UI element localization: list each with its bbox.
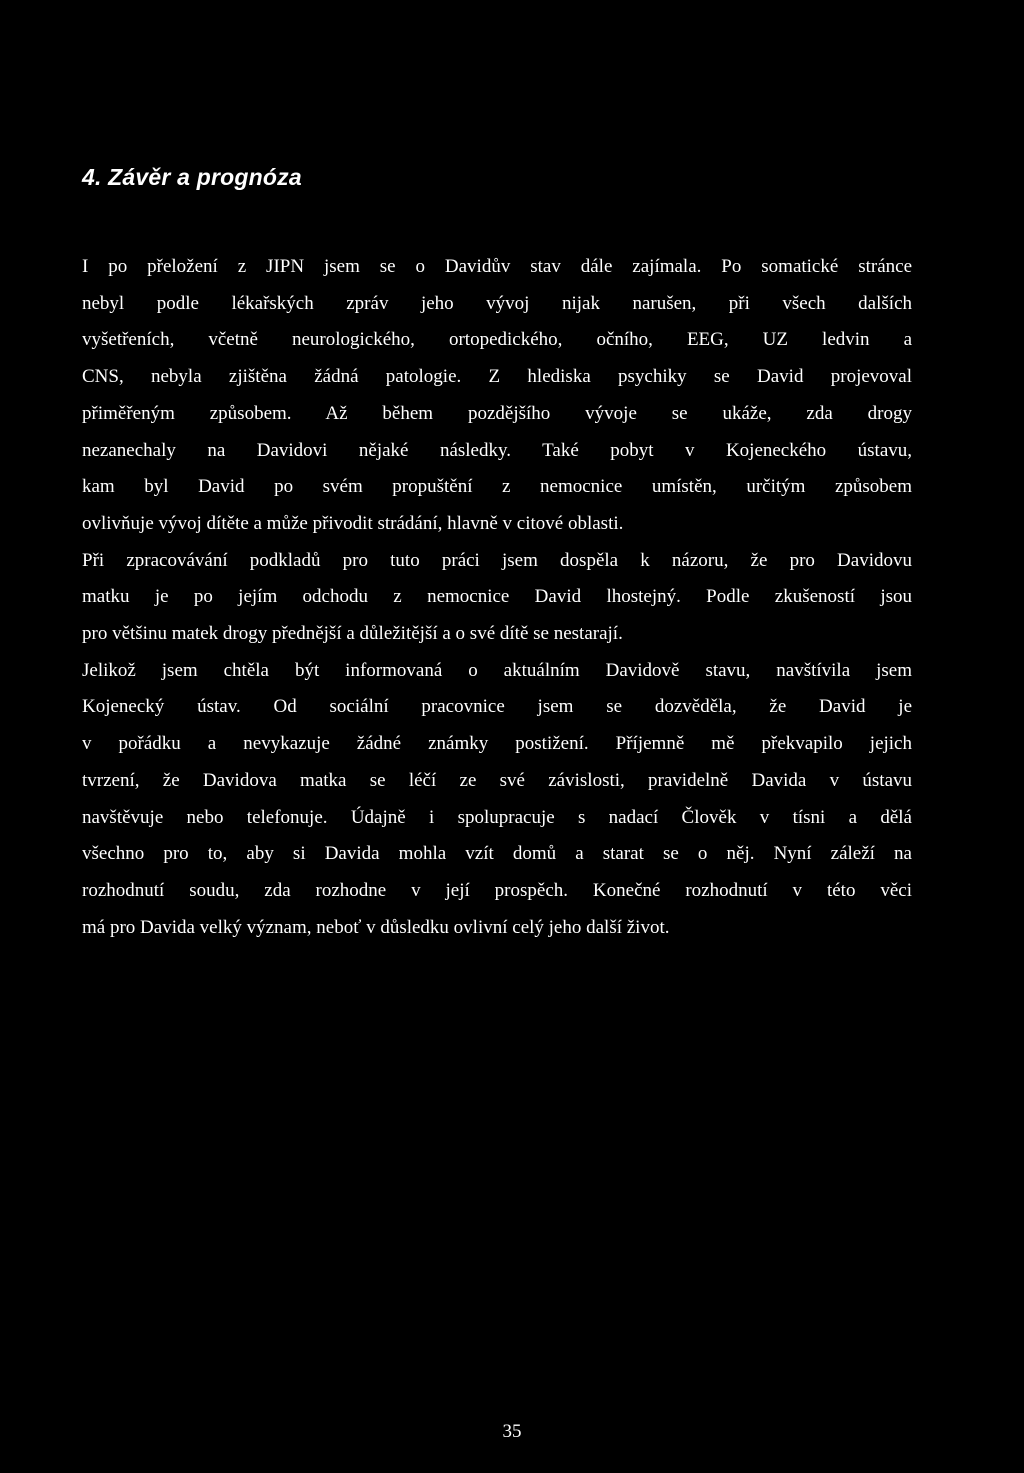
page-number: 35 [502,1421,522,1442]
text-line: tvrzení, že Davidova matka se léčí ze své závislosti, pravidelně Davida v ústavu [82,769,912,791]
text-line: nezanechaly na Davidovi nějaké následky. Také pobyt v Kojeneckého ústavu, [82,439,912,461]
text-line: Při zpracovávání podkladů pro tuto práci jsem dospěla k názoru, že pro Davidovu [82,549,912,571]
text-line: ovlivňuje vývoj dítěte a může přivodit strádání, hlavně v citové oblasti. [82,512,624,534]
body-text [82,249,912,946]
text-line: Jelikož jsem chtěla být informovaná o aktuálním Davidově stavu, navštívila jsem [82,659,912,681]
text-line: nebyl podle lékařských zpráv jeho vývoj nijak narušen, při všech dalších [82,292,912,314]
text-line: Kojenecký ústav. Od sociální pracovnice jsem se dozvěděla, že David je [82,696,912,718]
section-heading: 4. Závěr a prognóza [82,164,302,190]
text-line: přiměřeným způsobem. Až během pozdějšího vývoje se ukáže, zda drogy [82,402,912,424]
text-line: kam byl David po svém propuštění z nemocnice umístěn, určitým způsobem [82,476,912,498]
text-line: v pořádku a nevykazuje žádné známky postižení. Příjemně mě překvapilo jejich [82,733,912,755]
text-line: pro většinu matek drogy přednější a důležitější a o své dítě se nestarají. [82,623,623,645]
text-line: navštěvuje nebo telefonuje. Údajně i spolupracuje s nadací Člověk v tísni a dělá [82,806,912,828]
text-line: všechno pro to, aby si Davida mohla vzít domů a starat se o něj. Nyní záleží na [82,843,912,865]
text-line: matku je po jejím odchodu z nemocnice David lhostejný. Podle zkušeností jsou [82,586,912,608]
text-line: rozhodnutí soudu, zda rozhodne v její prospěch. Konečné rozhodnutí v této věci [82,879,912,901]
text-line: vyšetřeních, včetně neurologického, ortopedického, očního, EEG, UZ ledvin a [82,329,912,351]
text-line: má pro Davida velký význam, neboť v důsledku ovlivní celý jeho další život. [82,916,670,938]
text-line: I po přeložení z JIPN jsem se o Davidův stav dále zajímala. Po somatické stránce [82,256,912,277]
text-line: CNS, nebyla zjištěna žádná patologie. Z hlediska psychiky se David projevoval [82,366,912,388]
